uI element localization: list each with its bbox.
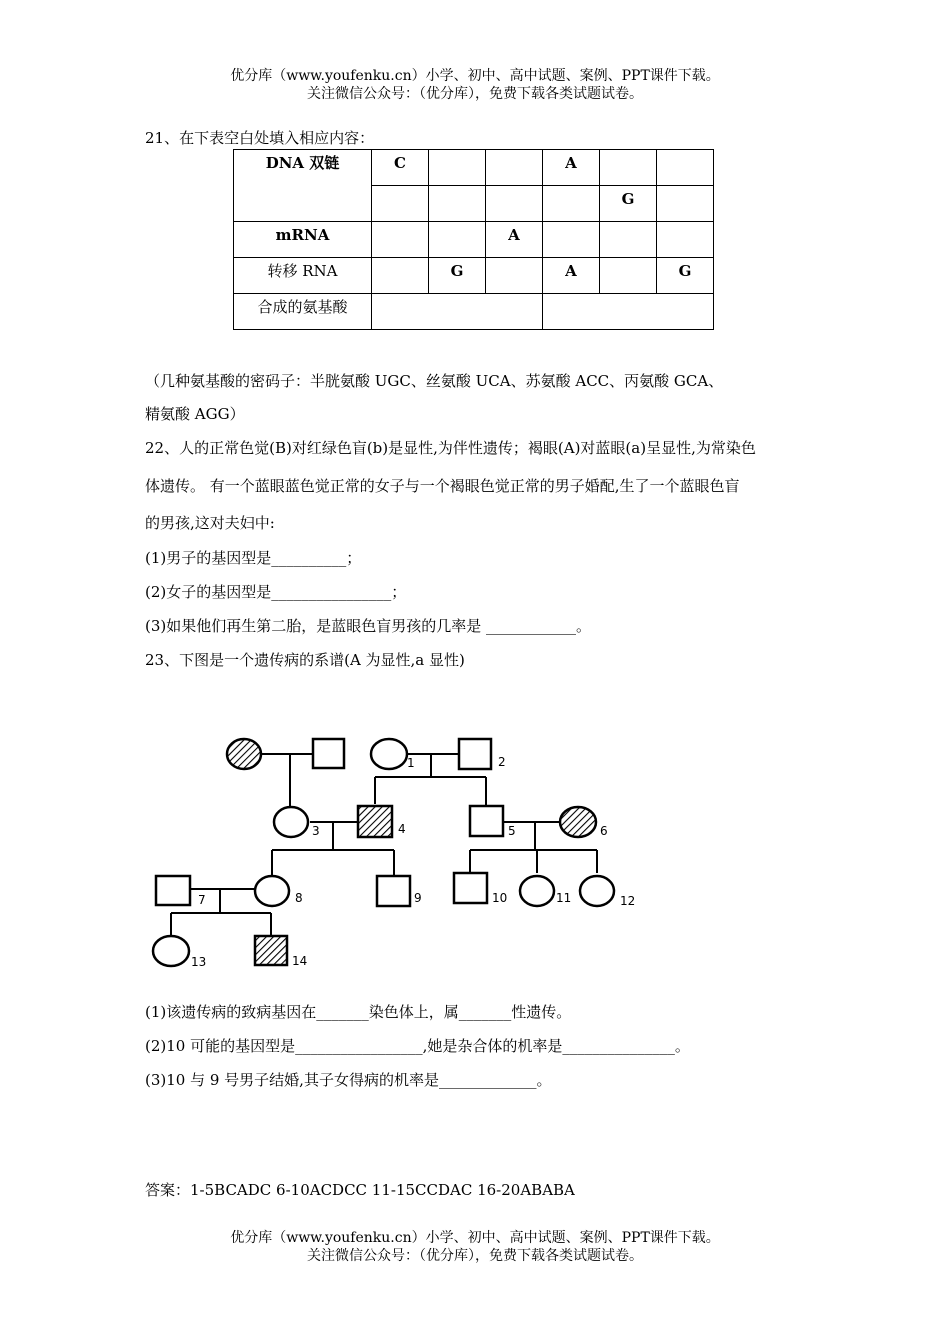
pedigree-label: 13 [191,955,207,969]
dna-cell [486,186,543,222]
male-symbol [156,876,190,905]
mrna-label: mRNA [234,222,372,258]
footer-line-1: 优分库（www.youfenku.cn）小学、初中、高中试题、案例、PPT课件下载。 [230,1230,720,1246]
answer-key: 答案：1-5BCADC 6-10ACDCC 11-15CCDAC 16-20ABABA [145,1181,575,1199]
header-line-1: 优分库（www.youfenku.cn）小学、初中、高中试题、案例、PPT课件下载。 [230,68,720,84]
mrna-cell: A [486,222,543,258]
dna-cell: C [372,150,429,186]
q22-line-3: 的男孩,这对夫妇中: [145,514,275,532]
pedigree-label: 14 [292,954,308,968]
pedigree-label: 7 [198,893,206,907]
table-row [234,150,714,186]
dna-cell: A [543,150,600,186]
dna-cell [429,150,486,186]
pedigree-label: 12 [620,894,636,908]
trna-cell: A [543,258,600,294]
pedigree-label: 10 [492,891,508,905]
trna-cell [486,258,543,294]
female-symbol [153,936,189,966]
mrna-cell [600,222,657,258]
header-line-2: 关注微信公众号：（优分库），免费下载各类试题试卷。 [307,86,643,102]
q22-line-2: 体遗传。 有一个蓝眼蓝色觉正常的女子与一个褐眼色觉正常的男子婚配,生了一个蓝眼色盲 [145,477,740,495]
q22-line-1: 22、人的正常色觉(B)对红绿色盲(b)是显性,为伴性遗传；褐眼(A)对蓝眼(a)呈显性,为常染色 [145,439,756,457]
q21-note-2: 精氨酸 AGG） [145,405,245,423]
pedigree-label: 2 [498,755,506,769]
male-symbol [470,806,503,836]
pedigree-label: 11 [556,891,572,905]
pedigree-label: 4 [398,822,406,836]
table-row [234,222,714,258]
pedigree-label: 9 [414,891,422,905]
dna-cell [543,186,600,222]
pedigree-label: 8 [295,891,303,905]
dna-cell [657,150,714,186]
dna-label: DNA 双链 [234,150,372,222]
trna-cell: G [657,258,714,294]
table-row [234,258,714,294]
dna-cell [600,150,657,186]
trna-label: 转移 RNA [234,258,372,294]
dna-cell [657,186,714,222]
trna-cell [372,258,429,294]
pedigree-chart [145,725,645,975]
pedigree-label: 5 [508,824,516,838]
amino-acid-cell [543,294,714,330]
q23-sub-2: (2)10 可能的基因型是_________________,她是杂合体的机率是_______________。 [145,1037,690,1055]
dna-cell [486,150,543,186]
male-symbol [459,739,491,769]
dna-cell: G [600,186,657,222]
male-symbol [377,876,410,906]
female-symbol [520,876,554,906]
dna-cell [372,186,429,222]
trna-cell: G [429,258,486,294]
q22-sub-3: (3)如果他们再生第二胎，是蓝眼色盲男孩的几率是 ____________。 [145,617,592,635]
trna-cell [600,258,657,294]
female-symbol [371,739,407,769]
amino-acid-label: 合成的氨基酸 [234,294,372,330]
affected-male-symbol [255,936,287,965]
q22-sub-1: (1)男子的基因型是__________； [145,549,362,567]
female-symbol [255,876,289,906]
q23-sub-3: (3)10 与 9 号男子结婚,其子女得病的机率是_____________。 [145,1071,552,1089]
q23-sub-1: (1)该遗传病的致病基因在_______染色体上，属_______性遗传。 [145,1003,572,1021]
mrna-cell [657,222,714,258]
mrna-cell [543,222,600,258]
mrna-cell [429,222,486,258]
male-symbol [454,873,487,903]
q22-sub-2: (2)女子的基因型是________________； [145,583,407,601]
mrna-cell [372,222,429,258]
affected-female-symbol [227,739,261,769]
pedigree-label: 6 [600,824,608,838]
amino-acid-cell [372,294,543,330]
footer-line-2: 关注微信公众号：（优分库），免费下载各类试题试卷。 [307,1248,643,1264]
table-row [234,294,714,330]
q23-title: 23、下图是一个遗传病的系谱(A 为显性,a 显性) [145,651,465,669]
female-symbol [580,876,614,906]
q21-title: 21、在下表空白处填入相应内容： [145,129,375,147]
dna-cell [429,186,486,222]
pedigree-label: 1 [407,756,415,770]
male-symbol [313,739,344,768]
pedigree-label: 3 [312,824,320,838]
affected-male-symbol [358,806,392,837]
female-symbol [274,807,308,837]
affected-female-symbol [560,807,596,837]
codon-table [233,149,714,330]
q21-note-1: （几种氨基酸的密码子：半胱氨酸 UGC、丝氨酸 UCA、苏氨酸 ACC、丙氨酸 GCA、 [145,372,724,390]
